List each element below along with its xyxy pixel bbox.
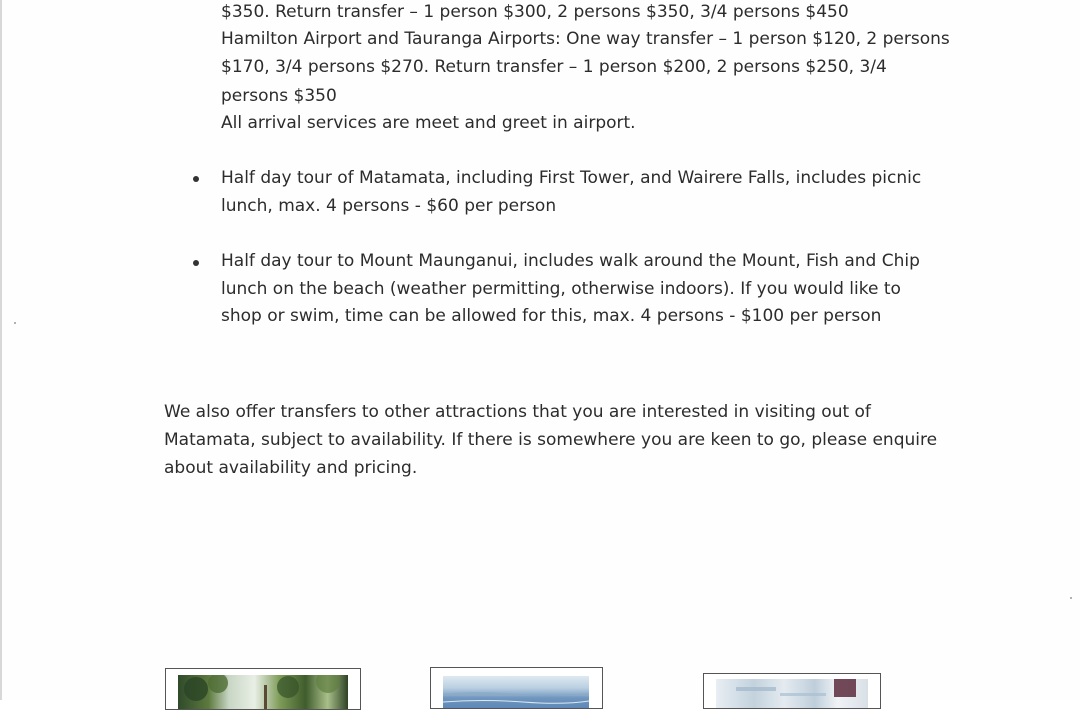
- beach-image: [443, 676, 589, 709]
- trees-image: [178, 675, 348, 710]
- scenery-photo: [703, 673, 881, 709]
- closing-text-line: about availability and pricing.: [164, 458, 418, 478]
- scenery-image: [716, 679, 868, 709]
- scenery-graphic: [716, 679, 868, 709]
- scan-speck: [1070, 597, 1072, 599]
- transfer-text-line: All arrival services are meet and greet in airport.: [221, 113, 636, 133]
- transfer-text-line: Hamilton Airport and Tauranga Airports: One way transfer – 1 person $120, 2 persons: [221, 29, 950, 49]
- closing-text-line: Matamata, subject to availability. If there is somewhere you are keen to go, please enquire: [164, 430, 938, 450]
- water-graphic: [443, 676, 589, 709]
- foliage-graphic: [178, 675, 348, 710]
- scan-speck: [14, 322, 16, 324]
- bullet-point: [193, 176, 199, 182]
- bullet-point: [193, 260, 199, 266]
- tour-text-line: lunch, max. 4 persons - $60 per person: [221, 196, 557, 216]
- transfer-text-line: $170, 3/4 persons $270. Return transfer – 1 person $200, 2 persons $250, 3/4: [221, 57, 887, 77]
- trees-photo: [165, 668, 361, 710]
- page-edge: [0, 0, 2, 700]
- transfer-text-line: $350. Return transfer – 1 person $300, 2 persons $350, 3/4 persons $450: [221, 2, 849, 22]
- beach-photo: [430, 667, 603, 709]
- tour-text-line: shop or swim, time can be allowed for this, max. 4 persons - $100 per person: [221, 306, 882, 326]
- tour-text-line: lunch on the beach (weather permitting, otherwise indoors). If you would like to: [221, 279, 901, 299]
- transfer-text-line: persons $350: [221, 86, 337, 106]
- tour-text-line: Half day tour of Matamata, including First Tower, and Wairere Falls, includes picnic: [221, 168, 922, 188]
- closing-text-line: We also offer transfers to other attractions that you are interested in visiting out of: [164, 402, 871, 422]
- tour-text-line: Half day tour to Mount Maunganui, includes walk around the Mount, Fish and Chip: [221, 251, 920, 271]
